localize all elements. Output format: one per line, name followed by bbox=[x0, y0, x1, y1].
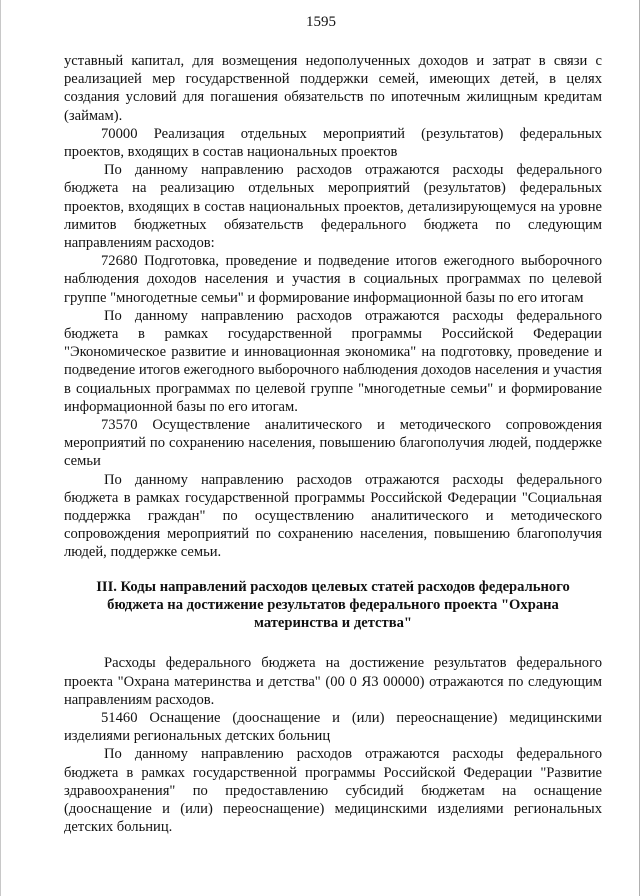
code-73570-description: По данному направлению расходов отражаются расходы федерального бюджета в рамках государственной программы Российской Федерации "Социальная поддержка граждан" по осуществлению аналитического и методического сопровождения мероприятий по сохранению населения, повышению благополучия людей, поддержке семьи. bbox=[64, 471, 602, 561]
code-51460-description: По данному направлению расходов отражаются расходы федерального бюджета в рамках государственной программы Российской Федерации "Развитие здравоохранения" по предоставлению субсидий бюджетам на оснащение (дооснащение и (или) переоснащение) медицинскими изделиями региональных детских больниц. bbox=[64, 746, 602, 836]
code-70000-description: По данному направлению расходов отражаются расходы федерального бюджета на реализацию отдельных мероприятий (результатов) федеральных проектов, входящих в состав национальных проектов, детализирующемуся на уровне лимитов бюджетных обязательств федерального бюджета по следующим направлениям расходов: bbox=[64, 162, 602, 252]
code-51460-title: 51460 Оснащение (дооснащение и (или) переоснащение) медицинскими изделиями региональных детских больниц bbox=[64, 709, 602, 745]
document-body bbox=[64, 52, 602, 836]
code-70000-title: 70000 Реализация отдельных мероприятий (результатов) федеральных проектов, входящих в состав национальных проектов bbox=[64, 125, 602, 161]
page-number: 1595 bbox=[306, 14, 336, 30]
section-heading: III. Коды направлений расходов целевых статей расходов федерального бюджета на достижение результатов федерального проекта "Охрана материнства и детства" bbox=[96, 578, 570, 632]
code-73570-title: 73570 Осуществление аналитического и методического сопровождения мероприятий по сохранению населения, повышению благополучия людей, поддержке семьи bbox=[64, 417, 602, 470]
section-intro: Расходы федерального бюджета на достижение результатов федерального проекта "Охрана материнства и детства" (00 0 Я3 00000) отражаются по следующим направлениям расходов. bbox=[64, 655, 602, 708]
paragraph-equity-capital: уставный капитал, для возмещения недополученных доходов и затрат в связи с реализацией мер государственной поддержки семей, имеющих детей, в целях создания условий для погашения обязательств по ипотечным жилищным кредитам (займам). bbox=[64, 53, 602, 124]
code-72680-title: 72680 Подготовка, проведение и подведение итогов ежегодного выборочного наблюдения доходов населения и участия в социальных программах по целевой группе "многодетные семьи" и формирование информационной базы по его итогам bbox=[64, 253, 602, 306]
code-72680-description: По данному направлению расходов отражаются расходы федерального бюджета в рамках государственной программы Российской Федерации "Экономическое развитие и инновационная экономика" на подготовку, проведение и подведение итогов ежегодного выборочного наблюдения доходов населения и участия в социальных программах по целевой группе "многодетные семьи" и формирование информационной базы по его итогам. bbox=[64, 307, 602, 415]
